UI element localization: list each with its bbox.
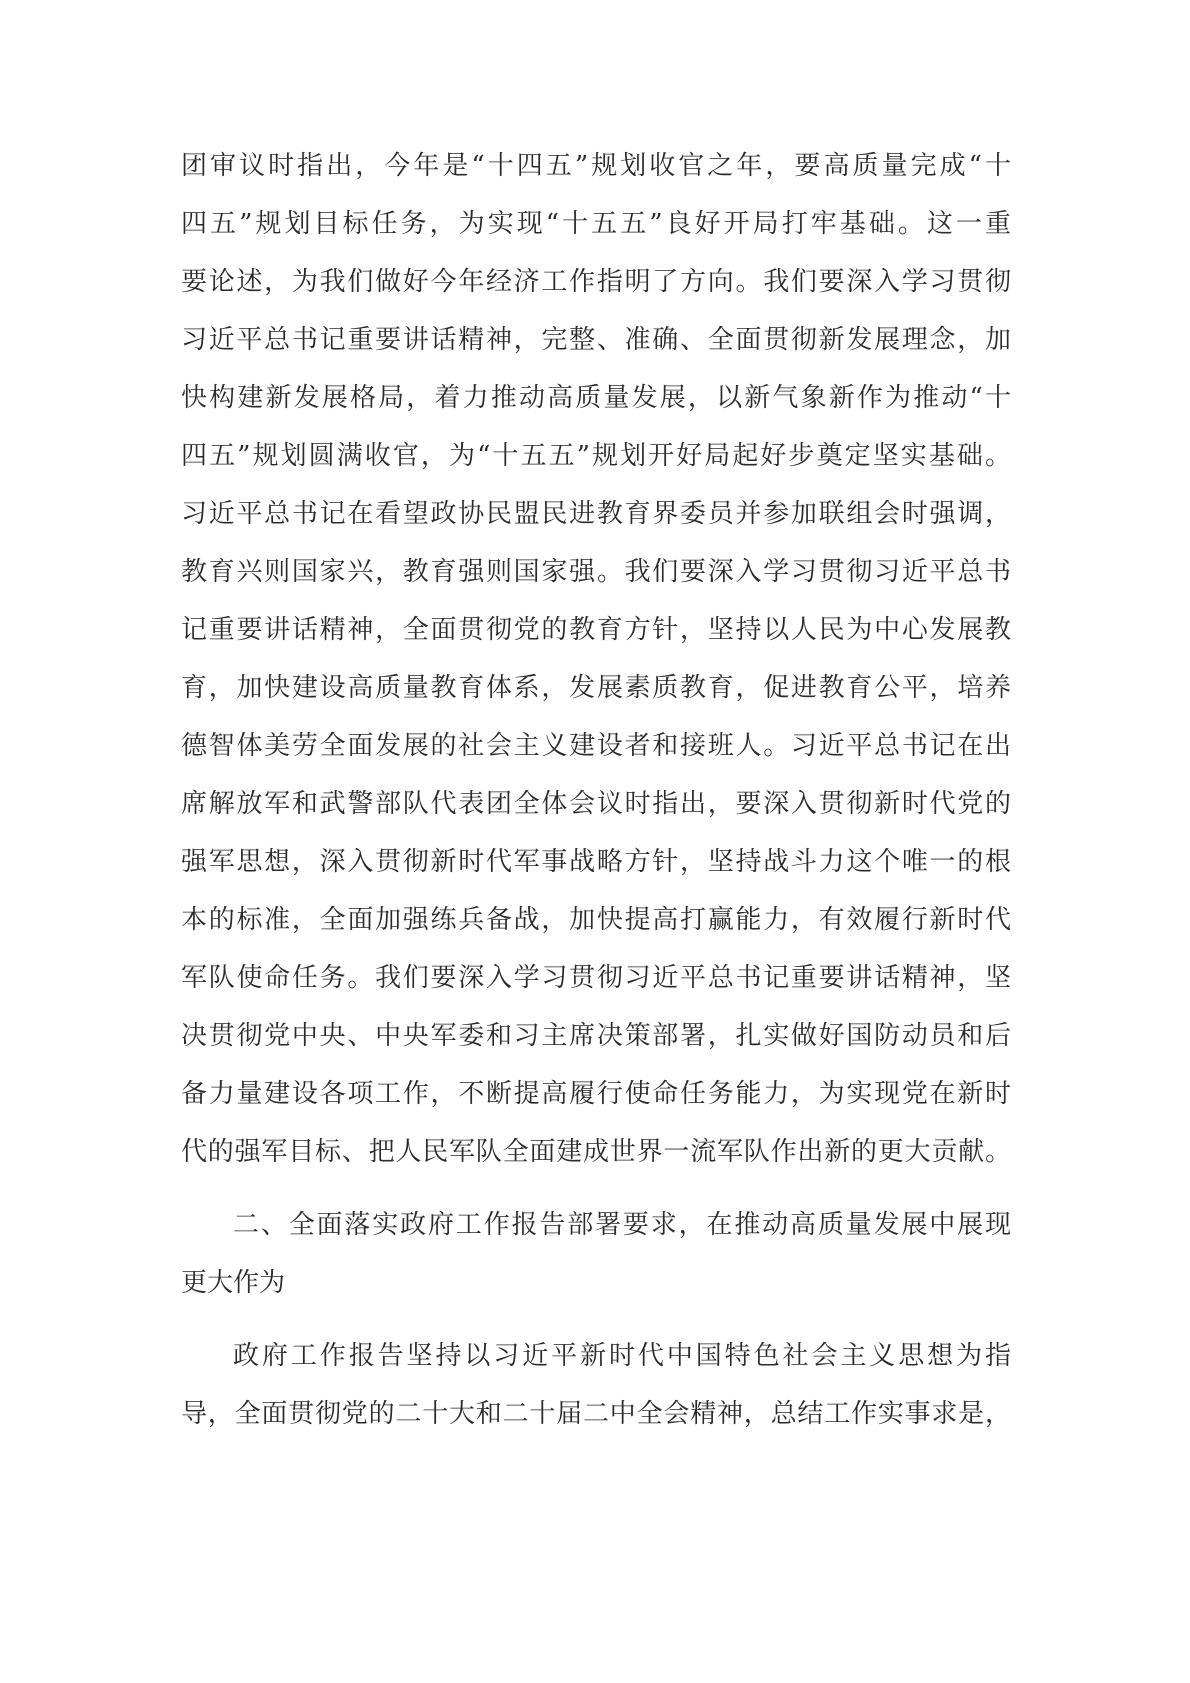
text-line: 教育兴则国家兴，教育强则国家强。我们要深入学习贯彻习近平总书 (181, 557, 1011, 587)
text-line: 代的强军目标、把人民军队全面建成世界一流军队作出新的更大贡献。 (181, 1137, 1011, 1167)
text-line: 记重要讲话精神，全面贯彻党的教育方针，坚持以人民为中心发展教 (181, 615, 1011, 645)
text-line: 本的标准，全面加强练兵备战，加快提高打赢能力，有效履行新时代 (181, 905, 1011, 935)
text-line: 习近平总书记在看望政协民盟民进教育界委员并参加联组会时强调， (181, 499, 1011, 529)
text-line: 席解放军和武警部队代表团全体会议时指出，要深入贯彻新时代党的 (181, 789, 1011, 819)
text-line: 德智体美劳全面发展的社会主义建设者和接班人。习近平总书记在出 (181, 731, 1011, 761)
text-line: 强军思想，深入贯彻新时代军事战略方针，坚持战斗力这个唯一的根 (181, 847, 1011, 877)
text-line: 四五”规划圆满收官，为“十五五”规划开好局起好步奠定坚实基础。 (181, 441, 1011, 471)
text-line: 导，全面贯彻党的二十大和二十届二中全会精神，总结工作实事求是， (181, 1399, 1011, 1429)
text-line: 决贯彻党中央、中央军委和习主席决策部署，扎实做好国防动员和后 (181, 1021, 1011, 1051)
text-line: 快构建新发展格局，着力推动高质量发展，以新气象新作为推动“十 (181, 383, 1011, 413)
heading-line: 更大作为 (181, 1268, 286, 1298)
text-line: 要论述，为我们做好今年经济工作指明了方向。我们要深入学习贯彻 (181, 267, 1011, 297)
text-line: 四五”规划目标任务，为实现“十五五”良好开局打牢基础。这一重 (181, 209, 1011, 239)
text-line: 政府工作报告坚持以习近平新时代中国特色社会主义思想为指 (233, 1341, 1011, 1371)
text-line: 备力量建设各项工作，不断提高履行使命任务能力，为实现党在新时 (181, 1079, 1011, 1109)
text-line: 习近平总书记重要讲话精神，完整、准确、全面贯彻新发展理念，加 (181, 325, 1011, 355)
text-line: 团审议时指出，今年是“十四五”规划收官之年，要高质量完成“十 (181, 151, 1011, 181)
text-line: 育，加快建设高质量教育体系，发展素质教育，促进教育公平，培养 (181, 673, 1011, 703)
heading-line: 二、全面落实政府工作报告部署要求，在推动高质量发展中展现 (233, 1210, 1011, 1240)
text-line: 军队使命任务。我们要深入学习贯彻习近平总书记重要讲话精神，坚 (181, 963, 1011, 993)
